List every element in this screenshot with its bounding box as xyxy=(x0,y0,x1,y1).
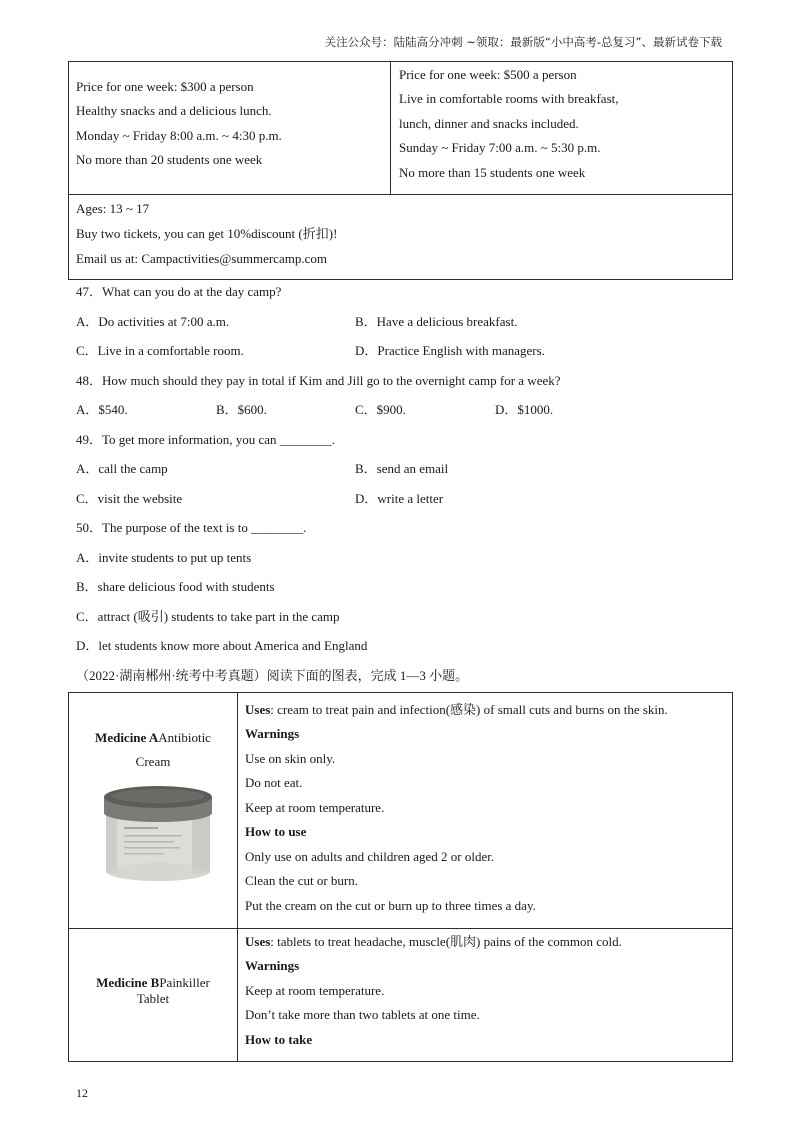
medicine-b-type: Painkiller xyxy=(159,975,210,990)
medicine-b-uses-label: Uses xyxy=(245,933,271,949)
medicine-a-direction: Only use on adults and children aged 2 or older. xyxy=(245,848,495,864)
medicine-table xyxy=(68,692,733,1062)
medicine-b-warning: Don’t take more than two tablets at one time. xyxy=(245,1007,480,1022)
question-47-stem: 47．What can you do at the day camp? xyxy=(76,284,282,299)
medicine-a-uses xyxy=(245,698,732,723)
medicine-a-warning: Keep at room temperature. xyxy=(245,799,385,815)
question-50-option-a: A．invite students to put up tents xyxy=(76,549,252,565)
camp-ages: Ages: 13 ~ 17 xyxy=(76,200,150,216)
camp-table xyxy=(68,61,733,280)
medicine-a-type: Antibiotic xyxy=(158,730,211,745)
question-48-options xyxy=(76,395,736,425)
medicine-b-uses xyxy=(245,930,732,955)
camp-email: Email us at: Campactivities@summercamp.com xyxy=(76,250,327,266)
medicine-b-warnings-heading: Warnings xyxy=(245,958,300,973)
day-camp-price: Price for one week: $300 a person xyxy=(76,78,254,94)
medicine-a-uses-text: : cream to treat pain and infection(感染) of small cuts and burns on the skin. xyxy=(270,701,668,717)
header-notice: 关注公众号：陆陆高分冲刺 ~领取：最新版“小中高考-总复习”、最新试卷下载 xyxy=(324,35,722,49)
medicine-a-name xyxy=(69,726,237,750)
day-camp-schedule: Monday ~ Friday 8:00 a.m. ~ 4:30 p.m. xyxy=(76,127,282,143)
question-49-option-d: D．write a letter xyxy=(355,490,444,506)
overnight-camp-schedule: Sunday ~ Friday 7:00 a.m. ~ 5:30 p.m. xyxy=(399,140,601,155)
medicine-a-warnings-heading: Warnings xyxy=(245,726,300,741)
question-49-option-a: A．call the camp xyxy=(76,461,168,476)
medicine-a-direction: Put the cream on the cut or burn up to three times a day. xyxy=(245,897,536,913)
medicine-a-form: Cream xyxy=(135,754,171,769)
question-49-option-b: B．send an email xyxy=(355,461,449,476)
day-camp-cell xyxy=(69,62,391,194)
medicine-a-name-cell xyxy=(69,693,238,928)
question-47-option-b: B．Have a delicious breakfast. xyxy=(355,313,518,329)
question-50-option-c: C．attract (吸引) students to take part in the camp xyxy=(76,608,340,624)
medicine-b-form: Tablet xyxy=(136,991,170,1006)
medicine-b-row xyxy=(69,929,732,1061)
camp-info-cell xyxy=(69,195,732,279)
jar-lid xyxy=(104,786,212,822)
medicine-b-label: Medicine B xyxy=(96,975,160,990)
camp-table-row-prices xyxy=(69,62,732,195)
page-number: 12 xyxy=(76,1086,88,1100)
question-49-stem: 49．To get more information, you can ________. xyxy=(76,431,336,447)
medicine-a-uses-label: Uses xyxy=(245,701,271,717)
question-48-stem: 48．How much should they pay in total if Kim and Jill go to the overnight camp for a week? xyxy=(76,372,561,388)
medicine-b-warning: Keep at room temperature. xyxy=(245,982,385,998)
medicine-b-directions-heading: How to take xyxy=(245,1031,313,1047)
medicine-a-warning: Use on skin only. xyxy=(245,750,336,766)
overnight-camp-cell xyxy=(391,62,732,194)
question-48-option-c: C．$900. xyxy=(355,402,406,417)
question-47-option-d: D．Practice English with managers. xyxy=(355,343,545,358)
camp-discount: Buy two tickets, you can get 10%discount (折扣)! xyxy=(76,225,338,241)
day-camp-meals: Healthy snacks and a delicious lunch. xyxy=(76,103,272,118)
question-50-option-b: B．share delicious food with students xyxy=(76,579,275,594)
question-47-option-c: C．Live in a comfortable room. xyxy=(76,343,244,358)
cream-jar-image xyxy=(100,783,216,885)
medicine-b-name xyxy=(69,975,237,991)
question-48-option-d: D．$1000. xyxy=(495,402,554,417)
question-47-options-row-1 xyxy=(76,307,736,337)
question-50-stem: 50．The purpose of the text is to ________. xyxy=(76,520,307,535)
medicine-b-uses-text: : tablets to treat headache, muscle(肌肉) pains of the common cold. xyxy=(270,933,622,949)
medicine-a-directions-heading: How to use xyxy=(245,824,307,839)
overnight-camp-rooms: Live in comfortable rooms with breakfast, xyxy=(399,91,619,106)
medicine-a-warning: Do not eat. xyxy=(245,775,303,790)
question-49-options-row-2 xyxy=(76,484,736,514)
question-49-options-row-1 xyxy=(76,454,736,484)
medicine-a-label: Medicine A xyxy=(95,730,159,745)
medicine-b-details-cell xyxy=(238,929,732,1061)
medicine-b-name-cell xyxy=(69,929,238,1061)
overnight-camp-price: Price for one week: $500 a person xyxy=(399,66,577,82)
medicine-a-details-cell xyxy=(238,693,732,928)
medicine-a-direction: Clean the cut or burn. xyxy=(245,873,358,888)
question-48-option-a: A．$540. xyxy=(76,402,128,417)
day-camp-capacity: No more than 20 students one week xyxy=(76,152,263,167)
question-list xyxy=(76,277,736,690)
question-49-option-c: C．visit the website xyxy=(76,490,183,506)
question-48-option-b: B．$600. xyxy=(216,402,267,417)
question-47-option-a: A．Do activities at 7:00 a.m. xyxy=(76,313,230,329)
overnight-camp-capacity: No more than 15 students one week xyxy=(399,164,586,180)
overnight-camp-meals: lunch, dinner and snacks included. xyxy=(399,115,579,131)
section-intro: （2022·湖南郴州·统考中考真题）阅读下面的图表，完成 1—3 小题。 xyxy=(76,667,469,683)
question-47-options-row-2 xyxy=(76,336,736,366)
medicine-a-row xyxy=(69,693,732,929)
question-50-option-d: D．let students know more about America and England xyxy=(76,638,368,653)
